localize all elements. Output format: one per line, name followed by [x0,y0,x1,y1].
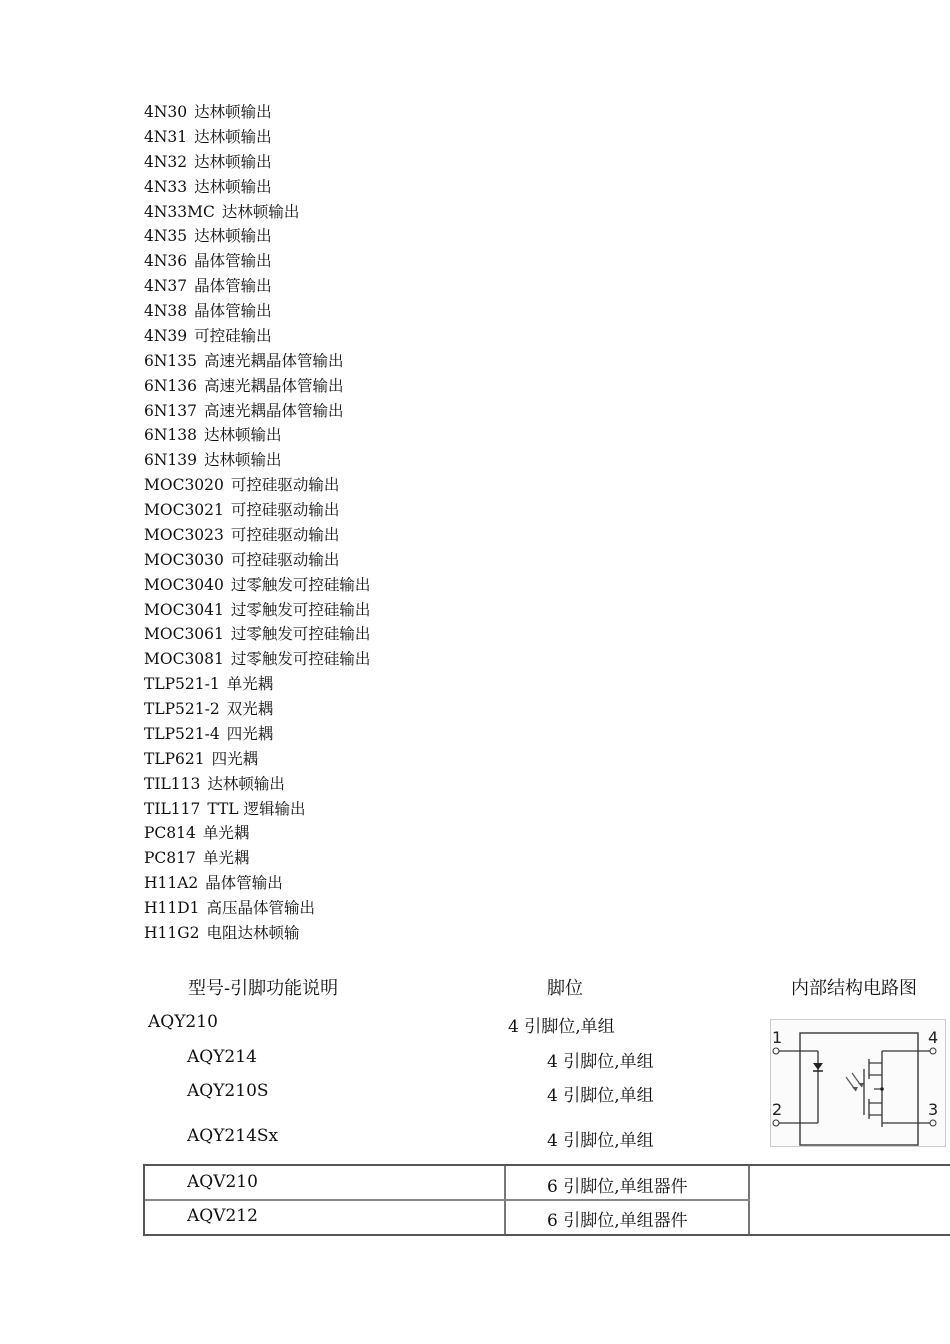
model-number: 4N39 [144,326,188,345]
list-item [144,498,370,523]
model-description: 高压晶体管输出 [206,899,316,917]
model-description: 过零触发可控硅输出 [230,650,371,669]
model-number: 6N136 [144,376,198,395]
list-item [144,598,370,623]
list-item [144,324,370,349]
model-description: 高速光耦晶体管输出 [204,351,344,370]
list-item [144,672,370,697]
header-model-pin-function: 型号-引脚功能说明 [188,978,339,999]
aqv-table [143,1164,950,1236]
list-item [144,175,370,200]
model-description: 达林顿输出 [204,451,282,470]
model-number: 4N33MC [144,202,215,221]
model-description: 四光耦 [226,724,274,743]
list-item [144,374,370,399]
row-model: AQY214Sx [187,1126,279,1146]
model-number: 4N30 [144,103,188,121]
list-item [144,821,370,846]
list-item [144,349,370,374]
model-number: MOC3023 [144,525,224,544]
model-description: 达林顿输出 [194,227,272,246]
optocoupler-list [144,100,370,946]
model-description: 可控硅驱动输出 [230,525,340,544]
list-item [144,423,370,448]
list-item [144,573,370,598]
model-description: 过零触发可控硅输出 [230,600,371,619]
row-model: AQY214 [187,1047,257,1067]
model-number: 6N139 [144,451,198,470]
list-item [144,150,370,175]
list-item [144,274,370,299]
list-item [144,249,370,274]
list-item [144,896,370,921]
list-item [144,622,370,647]
model-number: MOC3020 [144,476,224,495]
model-description: 单光耦 [226,675,274,694]
model-number: H11D1 [144,899,200,917]
list-item [144,224,370,249]
list-item [144,772,370,797]
list-item [144,200,370,225]
model-number: 4N38 [144,302,188,320]
model-number: H11A2 [144,874,199,893]
list-item [144,448,370,473]
model-description: TTL 逻辑输出 [207,799,306,818]
row-model: AQY210 [148,1012,218,1032]
model-number: MOC3081 [144,650,224,669]
model-description: 四光耦 [211,749,259,768]
row-pins: 4 引脚位,单组 [508,1017,615,1037]
model-number: MOC3040 [144,575,224,594]
pin-3-label: 3 [928,1100,939,1119]
model-number: 6N135 [144,351,198,370]
list-item [144,548,370,573]
model-description: 达林顿输出 [194,177,272,196]
model-description: 达林顿输出 [194,127,272,146]
model-description: 晶体管输出 [194,277,272,296]
model-description: 晶体管输出 [205,874,283,893]
list-item [144,797,370,822]
pin-2-label: 2 [772,1100,783,1119]
list-item [144,846,370,871]
model-description: 达林顿输出 [194,152,272,171]
photomos-relay-circuit-diagram [770,1019,946,1147]
model-description: 单光耦 [202,849,250,868]
model-number: MOC3061 [144,625,224,644]
table-cell-model: AQV212 [187,1206,258,1226]
model-number: 4N35 [144,227,188,246]
model-description: 单光耦 [202,824,250,843]
row-pins: 4 引脚位,单组 [547,1131,654,1151]
model-description: 达林顿输出 [221,202,300,221]
list-item [144,523,370,548]
model-number: PC817 [144,849,196,868]
model-description: 可控硅驱动输出 [230,550,340,569]
list-item [144,473,370,498]
list-item [144,399,370,424]
model-description: 高速光耦晶体管输出 [204,376,344,395]
model-description: 电阻达林顿输 [206,923,300,942]
model-description: 晶体管输出 [194,302,272,320]
list-item [144,125,370,150]
model-description: 晶体管输出 [194,252,272,271]
model-number: 4N37 [144,277,188,296]
model-number: TLP521-4 [144,724,220,743]
row-pins: 4 引脚位,单组 [547,1052,654,1072]
model-number: MOC3021 [144,501,224,519]
model-number: 4N32 [144,152,188,171]
model-description: 可控硅输出 [194,326,272,345]
model-number: PC814 [144,824,196,843]
list-item [144,747,370,772]
model-description: 达林顿输出 [194,103,272,121]
model-number: TLP621 [144,749,205,768]
list-item [144,299,370,324]
header-circuit-diagram: 内部结构电路图 [791,978,917,999]
model-number: 4N36 [144,252,188,271]
list-item [144,697,370,722]
model-number: H11G2 [144,923,200,942]
model-description: 达林顿输出 [207,774,285,793]
pin-1-label: 1 [772,1028,783,1047]
row-divider [145,1199,750,1201]
list-item [144,871,370,896]
table-cell-pins: 6 引脚位,单组器件 [547,1211,688,1231]
header-pins: 脚位 [547,978,583,999]
list-item [144,100,370,125]
table-cell-model: AQV210 [187,1172,258,1192]
model-description: 达林顿输出 [204,426,282,445]
row-pins: 4 引脚位,单组 [547,1086,654,1106]
list-item [144,921,370,946]
model-description: 可控硅驱动输出 [230,476,340,495]
list-item [144,722,370,747]
pin-4-label: 4 [928,1028,939,1047]
model-number: TLP521-2 [144,700,220,718]
model-description: 高速光耦晶体管输出 [204,401,344,420]
model-number: 4N33 [144,177,188,196]
model-description: 双光耦 [226,700,274,718]
model-number: 6N137 [144,401,198,420]
list-item [144,647,370,672]
model-number: 4N31 [144,127,188,146]
model-description: 可控硅驱动输出 [230,501,340,519]
model-description: 过零触发可控硅输出 [230,575,371,594]
model-description: 过零触发可控硅输出 [230,625,371,644]
row-model: AQY210S [187,1081,269,1101]
model-number: MOC3041 [144,600,224,619]
model-number: MOC3030 [144,550,224,569]
table-cell-pins: 6 引脚位,单组器件 [547,1177,688,1197]
model-number: 6N138 [144,426,198,445]
model-number: TIL113 [144,774,201,793]
model-number: TLP521-1 [144,675,220,694]
model-number: TIL117 [144,799,201,818]
